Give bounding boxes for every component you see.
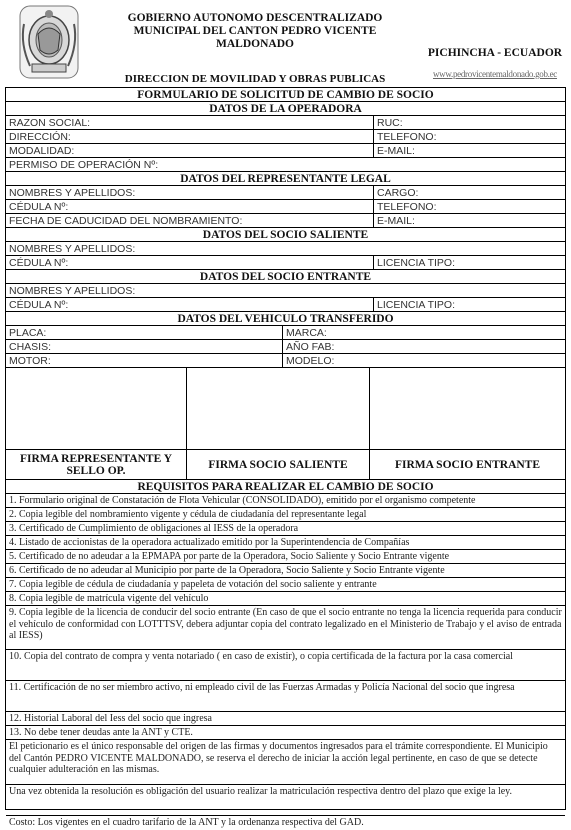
rep-nombres-field[interactable]: NOMBRES Y APELLIDOS: xyxy=(9,186,136,199)
chasis-field[interactable]: CHASIS: xyxy=(9,340,52,353)
requirement-text: 3. Certificado de Cumplimiento de obligaciones al IESS de la operadora xyxy=(9,523,299,534)
marca-field[interactable]: MARCA: xyxy=(282,326,565,339)
rep-email-field[interactable]: E-MAIL: xyxy=(373,214,565,227)
signature-label-representante: FIRMA REPRESENTANTE Y SELLO OP. xyxy=(19,452,173,477)
requirement-text: 4. Listado de accionistas de la operadora actualizado emitido por la Superintendencia de Compañías xyxy=(9,537,410,548)
row-razon-social xyxy=(6,116,565,130)
modalidad-field[interactable]: MODALIDAD: xyxy=(9,144,75,157)
permiso-operacion-field[interactable]: PERMISO DE OPERACIÓN Nº: xyxy=(9,158,159,171)
header-line-3: MALDONADO xyxy=(216,38,294,50)
section-entrante xyxy=(6,270,565,284)
requirement-text: 2. Copia legible del nombramiento vigente y cédula de ciudadanía del representante legal xyxy=(9,509,367,520)
signature-box-entrante[interactable] xyxy=(369,368,565,449)
requirement-text: 6. Certificado de no adeudar al Municipio por parte de la Operadora, Socio Saliente y Socio Entrante vigente xyxy=(9,565,445,576)
rep-fecha-field[interactable]: FECHA DE CADUCIDAD DEL NOMBRAMIENTO: xyxy=(9,214,243,227)
rep-cargo-field[interactable]: CARGO: xyxy=(373,186,565,199)
row-rep-cedula xyxy=(6,200,565,214)
section-operadora xyxy=(6,102,565,116)
form-title-row xyxy=(6,88,565,102)
requirement-item xyxy=(6,550,565,564)
requirement-text: 7. Copia legible de cédula de ciudadanía y papeleta de votación del socio saliente y entrante xyxy=(9,579,377,590)
section-saliente xyxy=(6,228,565,242)
signature-box-saliente[interactable] xyxy=(186,368,369,449)
row-permiso xyxy=(6,158,565,172)
placa-field[interactable]: PLACA: xyxy=(9,326,47,339)
section-title: DATOS DEL REPRESENTANTE LEGAL xyxy=(180,172,391,185)
header-line-1: GOBIERNO AUTONOMO DESCENTRALIZADO xyxy=(127,12,383,24)
ruc-field[interactable]: RUC: xyxy=(373,116,565,129)
requirement-text: 5. Certificado de no adeudar a la EPMAPA por parte de la Operadora, Socio Saliente y Socio Entrante vigente xyxy=(9,551,450,562)
requirement-item xyxy=(6,522,565,536)
razon-social-field[interactable]: RAZON SOCIAL: xyxy=(9,116,91,129)
row-direccion xyxy=(6,130,565,144)
municipal-seal-icon xyxy=(18,4,80,80)
requirement-item xyxy=(6,606,565,650)
sal-cedula-field[interactable]: CÉDULA Nº: xyxy=(9,256,69,269)
requirement-text: 8. Copia legible de matrícula vigente del vehículo xyxy=(9,593,209,604)
email-field[interactable]: E-MAIL: xyxy=(373,144,565,157)
section-title: DATOS DEL VEHICULO TRANSFERIDO xyxy=(177,312,394,325)
requirement-item xyxy=(6,650,565,681)
direccion-field[interactable]: DIRECCIÓN: xyxy=(9,130,71,143)
requirement-item xyxy=(6,536,565,550)
signature-label-entrante: FIRMA SOCIO ENTRANTE xyxy=(369,450,565,479)
row-veh-motor xyxy=(6,354,565,368)
section-title: DATOS DEL SOCIO SALIENTE xyxy=(202,228,369,241)
department-title: DIRECCION DE MOVILIDAD Y OBRAS PUBLICAS xyxy=(124,73,386,85)
requirement-item xyxy=(6,578,565,592)
row-rep-nombres xyxy=(6,186,565,200)
ent-licencia-field[interactable]: LICENCIA TIPO: xyxy=(373,298,565,311)
requirement-text: 9. Copia legible de la licencia de conducir del socio entrante (En caso de que el socio entrante no tenga la licencia requerida para conducir el vehículo de conformidad con LOTTTSV, debera adjuntar copia del contrato legalizado en el Ministerio de Trabajo y el aviso de entrada al IESS) xyxy=(9,607,562,641)
requirement-item xyxy=(6,592,565,606)
section-title: DATOS DE LA OPERADORA xyxy=(209,102,362,115)
row-sal-cedula xyxy=(6,256,565,270)
modelo-field[interactable]: MODELO: xyxy=(282,354,565,367)
row-rep-fecha xyxy=(6,214,565,228)
row-ent-cedula xyxy=(6,298,565,312)
sal-nombres-field[interactable]: NOMBRES Y APELLIDOS: xyxy=(9,242,136,255)
row-veh-chasis xyxy=(6,340,565,354)
sal-licencia-field[interactable]: LICENCIA TIPO: xyxy=(373,256,565,269)
region-label: PICHINCHA - ECUADOR xyxy=(427,47,563,59)
signature-labels xyxy=(6,450,565,480)
header-line-2: MUNICIPAL DEL CANTON PEDRO VICENTE xyxy=(133,25,377,37)
rep-telefono-field[interactable]: TELEFONO: xyxy=(373,200,565,213)
cost-note xyxy=(6,816,565,830)
requirement-item xyxy=(6,712,565,726)
ent-nombres-field[interactable]: NOMBRES Y APELLIDOS: xyxy=(9,284,136,297)
responsibility-note xyxy=(6,740,565,785)
note-text: Una vez obtenida la resolución es obligación del usuario realizar la matriculación respectiva dentro del plazo que exige la ley. xyxy=(9,786,513,797)
ent-cedula-field[interactable]: CÉDULA Nº: xyxy=(9,298,69,311)
row-sal-nombres xyxy=(6,242,565,256)
row-modalidad xyxy=(6,144,565,158)
requirement-item xyxy=(6,564,565,578)
requirement-text: 11. Certificación de no ser miembro activo, ni empleado civil de las Fuerzas Armadas y Policía Nacional del socio que ingresa xyxy=(9,682,515,693)
website-link[interactable]: www.pedrovicentemaldonado.gob.ec xyxy=(432,69,558,79)
signature-boxes xyxy=(6,368,565,450)
note-text: El peticionario es el único responsable del origen de las firmas y documentos ingresados para el trámite correspondiente. El Municipio del Cantón PEDRO VICENTE MALDONADO, se reserva el derecho de iniciar la acción legal pertinente, en caso de que se detecte cualquier adulteración en las mismas. xyxy=(9,741,548,775)
requirement-text: 13. No debe tener deudas ante la ANT y CTE. xyxy=(9,727,193,738)
note-text: Costo: Los vigentes en el cuadro tarifario de la ANT y la ordenanza respectiva del GAD. xyxy=(9,817,364,828)
requirement-text: 10. Copia del contrato de compra y venta notariado ( en caso de existir), o copia certificada de la factura por la casa comercial xyxy=(9,651,513,662)
signature-label-saliente: FIRMA SOCIO SALIENTE xyxy=(186,450,369,479)
signature-box-representante[interactable] xyxy=(6,368,186,449)
requirement-item xyxy=(6,508,565,522)
requirement-item xyxy=(6,494,565,508)
section-vehiculo xyxy=(6,312,565,326)
motor-field[interactable]: MOTOR: xyxy=(9,354,51,367)
telefono-field[interactable]: TELEFONO: xyxy=(373,130,565,143)
requirement-item xyxy=(6,681,565,712)
rep-cedula-field[interactable]: CÉDULA Nº: xyxy=(9,200,69,213)
requirement-text: 12. Historial Laboral del Iess del socio que ingresa xyxy=(9,713,212,724)
section-title: REQUISITOS PARA REALIZAR EL CAMBIO DE SOCIO xyxy=(137,480,434,493)
change-of-partner-form xyxy=(5,87,566,828)
row-ent-nombres xyxy=(6,284,565,298)
registration-note xyxy=(6,785,565,816)
row-veh-placa xyxy=(6,326,565,340)
section-title: DATOS DEL SOCIO ENTRANTE xyxy=(199,270,372,283)
requirement-item xyxy=(6,726,565,740)
section-requisitos xyxy=(6,480,565,494)
section-representante xyxy=(6,172,565,186)
form-title: FORMULARIO DE SOLICITUD DE CAMBIO DE SOCIO xyxy=(137,88,434,101)
document-header xyxy=(0,0,571,88)
anio-fab-field[interactable]: AÑO FAB: xyxy=(282,340,565,353)
requirement-text: 1. Formulario original de Constatación de Flota Vehicular (CONSOLIDADO), emitido por el organismo competente xyxy=(9,495,476,506)
